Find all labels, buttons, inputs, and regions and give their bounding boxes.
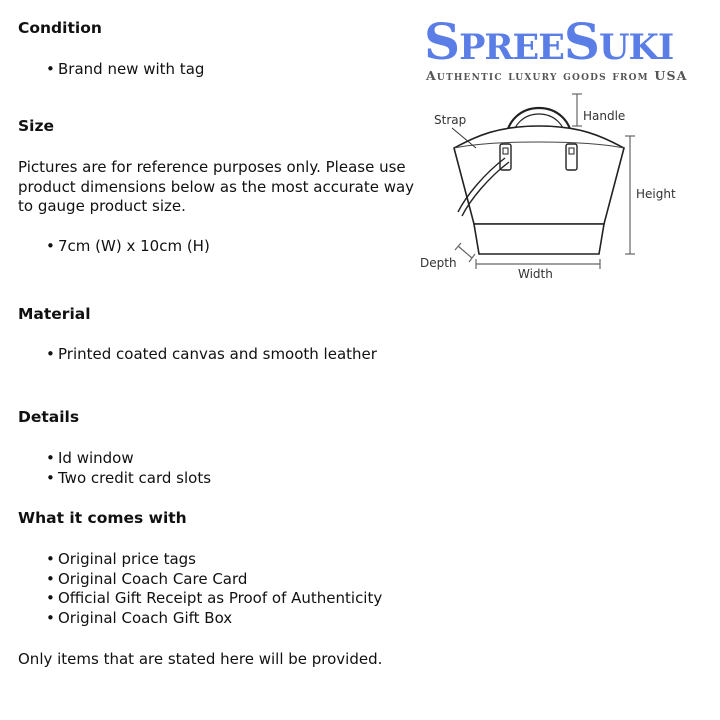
material-heading: Material xyxy=(18,305,91,323)
handle-label: Handle xyxy=(583,109,626,123)
list-item: • Original Coach Gift Box xyxy=(46,609,382,629)
size-list xyxy=(46,237,210,257)
size-note: Pictures are for reference purposes only. Please use product dimensions below as the most accurate way to gauge product size. xyxy=(18,158,415,215)
list-item: • Official Gift Receipt as Proof of Authenticity xyxy=(46,589,382,609)
details-heading: Details xyxy=(18,408,80,426)
width-label: Width xyxy=(518,267,553,281)
logo-wordmark: SpreeSuki xyxy=(424,12,674,71)
depth-label: Depth xyxy=(420,256,457,270)
height-label: Height xyxy=(636,187,676,201)
comes-with-list xyxy=(46,550,382,628)
comes-with-heading: What it comes with xyxy=(18,509,187,527)
condition-heading: Condition xyxy=(18,19,102,37)
bag-body-icon xyxy=(454,126,624,224)
bag-dimension-diagram xyxy=(414,86,694,286)
footer-note: Only items that are stated here will be provided. xyxy=(18,650,383,668)
list-item: • 7cm (W) x 10cm (H) xyxy=(46,237,210,257)
list-item: • Id window xyxy=(46,449,211,469)
strap-label: Strap xyxy=(434,113,467,127)
list-item: • Two credit card slots xyxy=(46,469,211,489)
list-item: • Printed coated canvas and smooth leather xyxy=(46,345,377,365)
list-item: • Original Coach Care Card xyxy=(46,570,382,590)
spreesuki-logo xyxy=(424,14,716,84)
logo-tagline: Authentic luxury goods from USA xyxy=(426,68,688,83)
details-list xyxy=(46,449,211,488)
list-item: • Brand new with tag xyxy=(46,60,204,80)
condition-list xyxy=(46,60,204,80)
material-list xyxy=(46,345,377,365)
list-item: • Original price tags xyxy=(46,550,382,570)
size-heading: Size xyxy=(18,117,55,135)
